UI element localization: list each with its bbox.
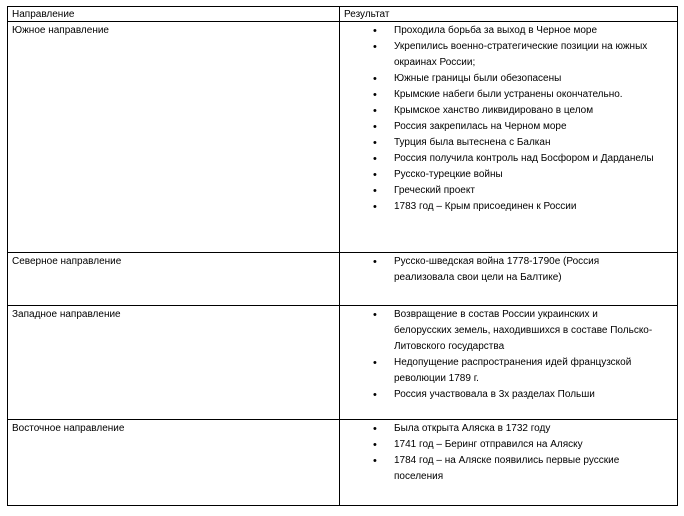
result-cell: [340, 22, 678, 253]
result-item: • Недопущение распространения идей французской революции 1789 г.: [340, 355, 677, 387]
table-row-south: [8, 22, 678, 253]
result-item: • Крымские набеги были устранены окончательно.: [340, 87, 677, 103]
direction-cell: [8, 253, 340, 306]
result-item: • Греческий проект: [340, 183, 677, 199]
directions-table: [7, 6, 678, 506]
result-item: • Проходила борьба за выход в Черное море: [340, 23, 677, 39]
direction-cell: [8, 420, 340, 506]
direction-label: Западное направление: [12, 308, 121, 320]
result-item: • Укрепились военно-стратегические позиции на южных окраинах России;: [340, 39, 677, 71]
result-item: • Турция была вытеснена с Балкан: [340, 135, 677, 151]
result-item: • Была открыта Аляска в 1732 году: [340, 421, 677, 437]
table-row-west: [8, 305, 678, 419]
direction-label: Северное направление: [12, 256, 122, 268]
result-cell: [340, 420, 678, 506]
result-item: • 1783 год – Крым присоединен к России: [340, 199, 677, 215]
direction-cell: [8, 22, 340, 253]
result-item: • Южные границы были обезопасены: [340, 71, 677, 87]
result-item: • 1784 год – на Аляске появились первые русские поселения: [340, 453, 677, 485]
result-list: [340, 420, 677, 485]
result-item: • Русско-турецкие войны: [340, 167, 677, 183]
result-item: • Россия закрепилась на Черном море: [340, 119, 677, 135]
header-result-label: Результат: [344, 9, 390, 20]
header-row: [8, 7, 678, 22]
direction-label: Восточное направление: [12, 423, 125, 435]
result-item: • Крымское ханство ликвидировано в целом: [340, 103, 677, 119]
table-row-north: [8, 253, 678, 306]
result-item: • Россия получила контроль над Босфором и Дарданелы: [340, 151, 677, 167]
direction-label: Южное направление: [12, 25, 109, 37]
header-result: [340, 7, 678, 22]
result-list: [340, 253, 677, 286]
result-cell: [340, 253, 678, 306]
result-item: • Русско-шведская война 1778-1790е (Россия реализовала свои цели на Балтике): [340, 254, 677, 286]
result-item: • Россия участвовала в 3х разделах Польши: [340, 387, 677, 403]
header-direction: [8, 7, 340, 22]
table-row-east: [8, 420, 678, 506]
result-item: • 1741 год – Беринг отправился на Аляску: [340, 437, 677, 453]
direction-cell: [8, 305, 340, 419]
header-direction-label: Направление: [12, 9, 75, 20]
result-cell: [340, 305, 678, 419]
result-list: [340, 22, 677, 215]
result-item: • Возвращение в состав России украинских и белорусских земель, находившихся в составе Польско-Литовского государства: [340, 307, 677, 355]
result-list: [340, 306, 677, 403]
